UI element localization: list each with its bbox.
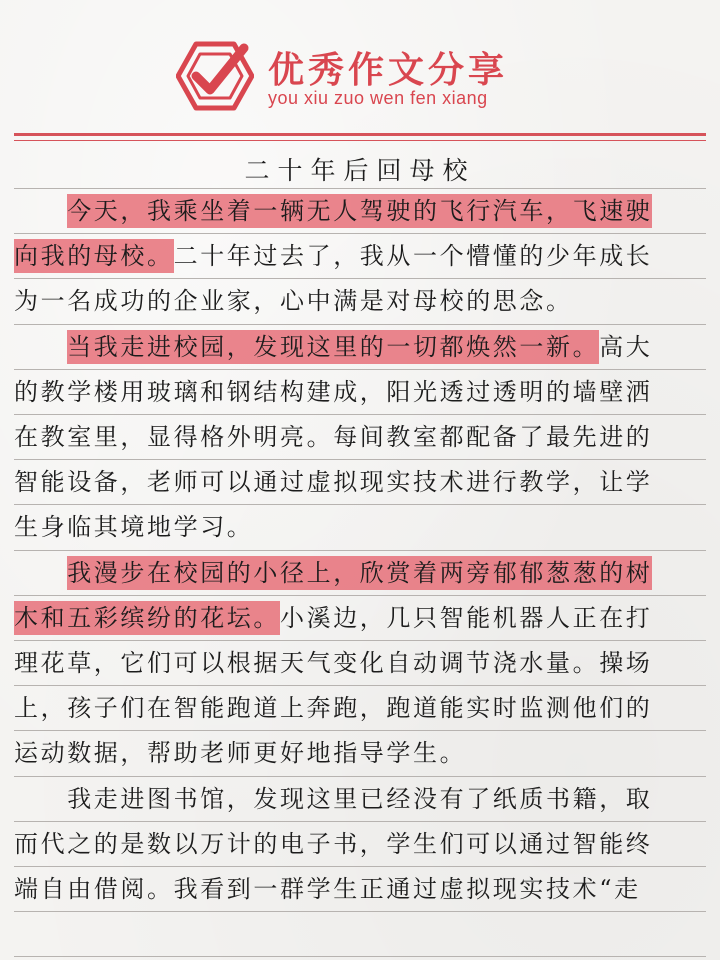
highlighted-sentence: 向我的母校。 [14, 239, 174, 273]
brand-title: 优秀作文分享 [268, 49, 509, 91]
ruled-line [14, 956, 706, 957]
ruled-line [14, 369, 706, 370]
highlighted-sentence: 我漫步在校园的小径上，欣赏着两旁郁郁葱葱的树 [67, 556, 652, 590]
ruled-line [14, 911, 706, 912]
ruled-line [14, 776, 706, 777]
ruled-line [14, 233, 706, 234]
essay-text: 为一名成功的企业家，心中满是对母校的思念。 [14, 287, 573, 316]
essay-text [14, 333, 67, 361]
highlighted-sentence: 木和五彩缤纷的花坛。 [14, 601, 280, 635]
essay-line [14, 688, 706, 728]
essay-line [14, 462, 706, 502]
essay-line [14, 507, 706, 547]
essay-text: 我走进图书馆，发现这里已经没有了纸质书籍，取 [14, 784, 653, 813]
checkmark-hexagon-icon [176, 38, 254, 114]
essay-text: 在教室里，显得格外明亮。每间教室都配备了最先进的 [14, 423, 653, 451]
ruled-line [14, 730, 706, 731]
essay-line [14, 191, 706, 231]
highlighted-sentence: 今天，我乘坐着一辆无人驾驶的飞行汽车，飞速驶 [67, 194, 652, 228]
ruled-line [14, 821, 706, 822]
essay-line [14, 824, 706, 864]
essay-text [14, 559, 67, 587]
ruled-line [14, 595, 706, 596]
highlighted-sentence: 当我走进校园，发现这里的一切都焕然一新。 [67, 330, 599, 364]
essay-text: 小溪边，几只智能机器人正在打 [280, 603, 653, 632]
essay-line [14, 598, 706, 638]
ruled-line [14, 414, 706, 415]
ruled-line [14, 550, 706, 551]
ruled-line [14, 685, 706, 686]
essay-line [14, 417, 706, 457]
ruled-line [14, 278, 706, 279]
essay-line [14, 327, 706, 367]
ruled-line [14, 188, 706, 189]
ruled-line [14, 324, 706, 325]
essay [14, 141, 706, 960]
essay-line [14, 236, 706, 276]
essay-text: 而代之的是数以万计的电子书，学生们可以通过智能终 [14, 829, 653, 858]
essay-line [14, 553, 706, 593]
essay-line [14, 643, 706, 683]
essay-line [14, 733, 706, 773]
ruled-line [14, 866, 706, 867]
essay-text: 的教学楼用玻璃和钢结构建成，阳光透过透明的墙壁洒 [14, 377, 653, 406]
essay-text: 智能设备，老师可以通过虚拟现实技术进行教学，让学 [14, 468, 653, 497]
essay-line [14, 779, 706, 819]
essay-text: 理花草，它们可以根据天气变化自动调节浇水量。操场 [14, 649, 653, 677]
brand-subtitle: you xiu zuo wen fen xiang [268, 88, 488, 108]
essay-text: 高大 [599, 332, 653, 361]
essay-text: 上，孩子们在智能跑道上奔跑，跑道能实时监测他们的 [14, 694, 653, 723]
essay-line [14, 372, 706, 412]
ruled-line [14, 504, 706, 505]
essay-text: 二十年过去了，我从一个懵懂的少年成长 [173, 242, 653, 271]
essay-text: 生身临其境地学习。 [14, 513, 254, 542]
essay-text: 运动数据，帮助老师更好地指导学生。 [14, 739, 467, 768]
essay-line [14, 281, 706, 321]
essay-title: 二十年后回母校 [244, 156, 476, 185]
essay-text: 端自由借阅。我看到一群学生正通过虚拟现实技术“走 [14, 875, 641, 903]
essay-text [14, 197, 67, 225]
ruled-line [14, 640, 706, 641]
ruled-line [14, 459, 706, 460]
top-rule-thick [14, 133, 706, 136]
essay-line [14, 869, 706, 909]
header [0, 0, 720, 125]
